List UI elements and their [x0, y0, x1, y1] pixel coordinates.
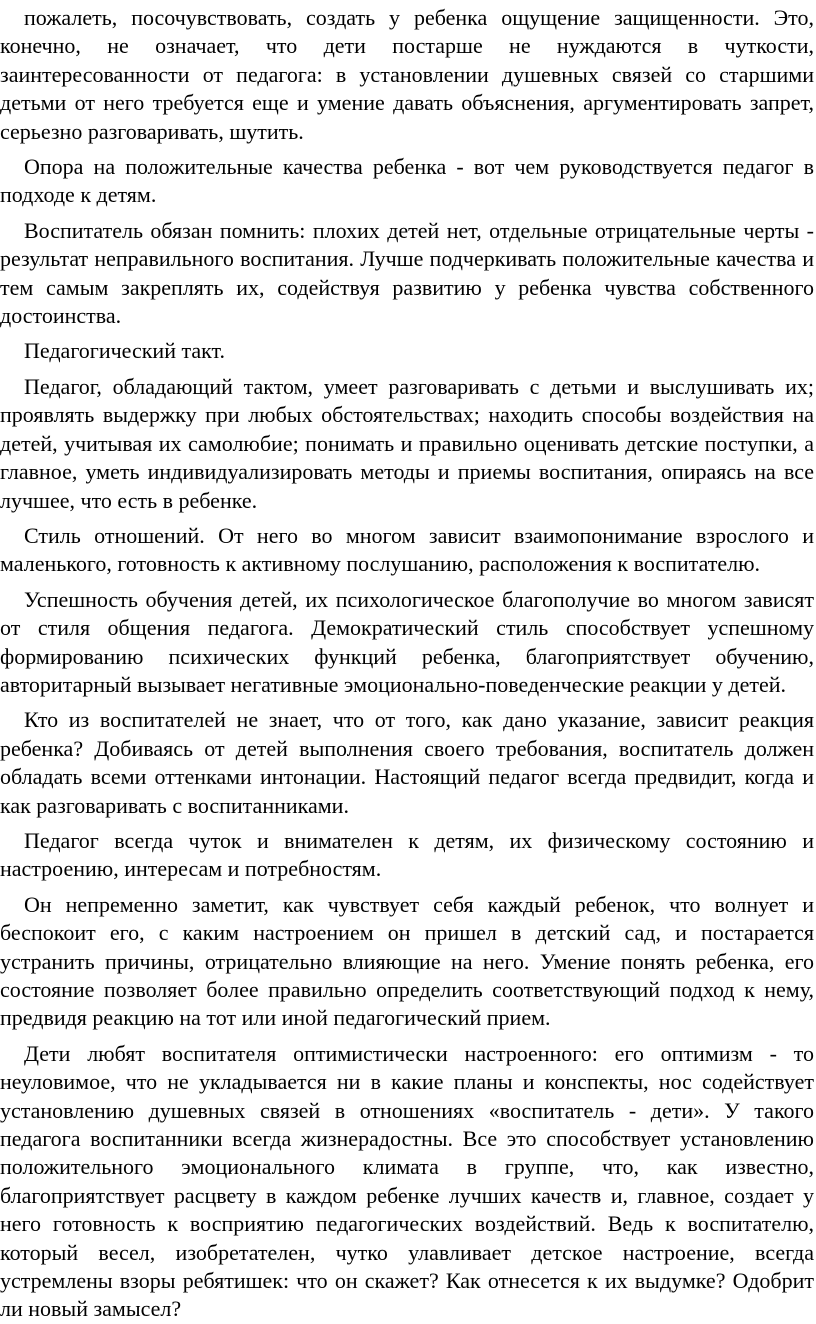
- paragraph-learning-success: Успешность обучения детей, их психологическое благополучие во многом зависят от стиля общения педагога. Демократический стиль способствует успешному формированию психических функций ребенка, благоприятствует обучению, авторитарный вызывает негативные эмоционально-поведенческие реакции у детей.: [0, 586, 814, 697]
- paragraph-relationship-style: Стиль отношений. От него во многом зависит взаимопонимание взрослого и маленького, готовность к активному послушанию, расположения к воспитателю.: [0, 522, 814, 577]
- paragraph-notices-child: Он непременно заметит, как чувствует себя каждый ребенок, что волнует и беспокоит его, с каким настроением он пришел в детский сад, и постарается устранить причины, отрицательно влияющие на него. Умение понять ребенка, его состояние позволяет более правильно определить соответствующий подход к нему, предвидя реакцию на тот или иной педагогический прием.: [0, 891, 814, 1031]
- paragraph-optimism: Дети любят воспитателя оптимистически настроенного: его оптимизм - то неуловимое, что не укладывается ни в какие планы и конспекты, нос содействует установлению душевных связей в отношениях «воспитатель - дети». У такого педагога воспитанники всегда жизнерадостны. Все это способствует установлению положительного эмоционального климата в группе, что, как известно, благоприятствует расцвету в каждом ребенке лучших качеств и, главное, создает у него готовность к восприятию педагогических воздействий. Ведь к воспитателю, который весел, изобретателен, чутко улавливает детское настроение, всегда устремлены взоры ребятишек: что он скажет? Как отнесется к их выдумке? Одобрит ли новый замысел?: [0, 1040, 814, 1322]
- paragraph-positive-qualities: Опора на положительные качества ребенка - вот чем руководствуется педагог в подходе к детям.: [0, 154, 814, 208]
- paragraph-attentive: Педагог всегда чуток и внимателен к детям, их физическому состоянию и настроению, интересам и потребностям.: [0, 827, 814, 882]
- paragraph-tact-heading: Педагогический такт.: [24, 338, 225, 364]
- paragraph-intonation: Кто из воспитателей не знает, что от того, как дано указание, зависит реакция ребенка? Добиваясь от детей выполнения своего требования, воспитатель должен обладать всеми оттенками интонации. Настоящий педагог всегда предвидит, когда и как разговаривать с воспитанниками.: [0, 707, 814, 818]
- paragraph-tactful-teacher: Педагог, обладающий тактом, умеет разговаривать с детьми и выслушивать их; проявлять выдержку при любых обстоятельствах; находить способы воздействия на детей, учитывая их самолюбие; понимать и правильно оценивать детские поступки, а главное, уметь индивидуализировать методы и приемы воспитания, опираясь на все лучшее, что есть в ребенке.: [0, 373, 814, 513]
- paragraph-sympathy: пожалеть, посочувствовать, создать у ребенка ощущение защищенности. Это, конечно, не означает, что дети постарше не нуждаются в чуткости, заинтересованности от педагога: в установлении душевных связей со старшими детьми от него требуется еще и умение давать объяснения, аргументировать запрет, серьезно разговаривать, шутить.: [0, 5, 814, 144]
- paragraph-no-bad-children: Воспитатель обязан помнить: плохих детей нет, отдельные отрицательные черты - результат неправильного воспитания. Лучше подчеркивать положительные качества и тем самым закреплять их, содействуя развитию у ребенка чувства собственного достоинства.: [0, 217, 814, 329]
